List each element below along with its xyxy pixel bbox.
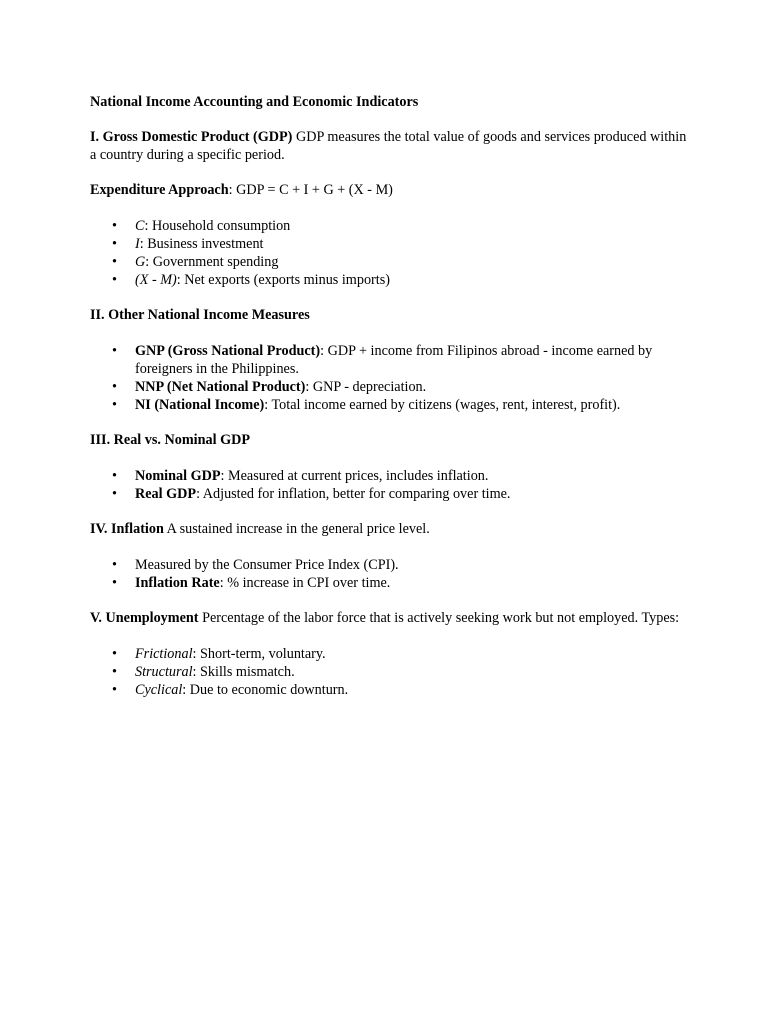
list-item: • (X - M): Net exports (exports minus imports) (90, 271, 690, 289)
unemployment-types-list (90, 645, 690, 699)
list-item: • Structural: Skills mismatch. (90, 663, 690, 681)
other-measures-list (90, 342, 690, 414)
gdp-components-list (90, 217, 690, 289)
unemployment-paragraph (90, 609, 690, 627)
unemployment-heading: V. Unemployment (90, 610, 199, 626)
real-nominal-heading: III. Real vs. Nominal GDP (90, 432, 251, 448)
gdp-text: GDP measures the total value of goods and services produced within a country during a specific period. (90, 129, 687, 163)
list-item: • NNP (Net National Product): GNP - depreciation. (90, 378, 690, 396)
list-item: • Real GDP: Adjusted for inflation, better for comparing over time. (90, 485, 690, 503)
list-item: • Inflation Rate: % increase in CPI over time. (90, 574, 690, 592)
other-measures-heading: II. Other National Income Measures (90, 307, 310, 323)
list-item: • Measured by the Consumer Price Index (CPI). (90, 556, 690, 574)
gdp-paragraph (90, 128, 690, 164)
document-title: National Income Accounting and Economic Indicators (90, 94, 419, 110)
inflation-paragraph (90, 520, 690, 538)
unemployment-text: Percentage of the labor force that is actively seeking work but not employed. Types: (198, 610, 680, 626)
list-item: • GNP (Gross National Product): GDP + income from Filipinos abroad - income earned by foreigners in the Philippines. (90, 342, 690, 378)
list-item: • Frictional: Short-term, voluntary. (90, 645, 690, 663)
list-item: • NI (National Income): Total income earned by citizens (wages, rent, interest, profit). (90, 396, 690, 414)
list-item: • G: Government spending (90, 253, 690, 271)
expenditure-approach-formula: : GDP = C + I + G + (X - M) (228, 182, 393, 198)
inflation-heading: IV. Inflation (90, 521, 164, 537)
gdp-heading: I. Gross Domestic Product (GDP) (90, 129, 293, 145)
inflation-list (90, 556, 690, 592)
list-item: • Nominal GDP: Measured at current prices, includes inflation. (90, 467, 690, 485)
list-item: • Cyclical: Due to economic downturn. (90, 681, 690, 699)
expenditure-approach-label: Expenditure Approach (90, 182, 229, 198)
expenditure-approach (90, 181, 690, 199)
list-item: • I: Business investment (90, 235, 690, 253)
real-nominal-list (90, 467, 690, 503)
inflation-text: A sustained increase in the general price level. (163, 521, 430, 537)
document-body (90, 93, 690, 699)
list-item: • C: Household consumption (90, 217, 690, 235)
